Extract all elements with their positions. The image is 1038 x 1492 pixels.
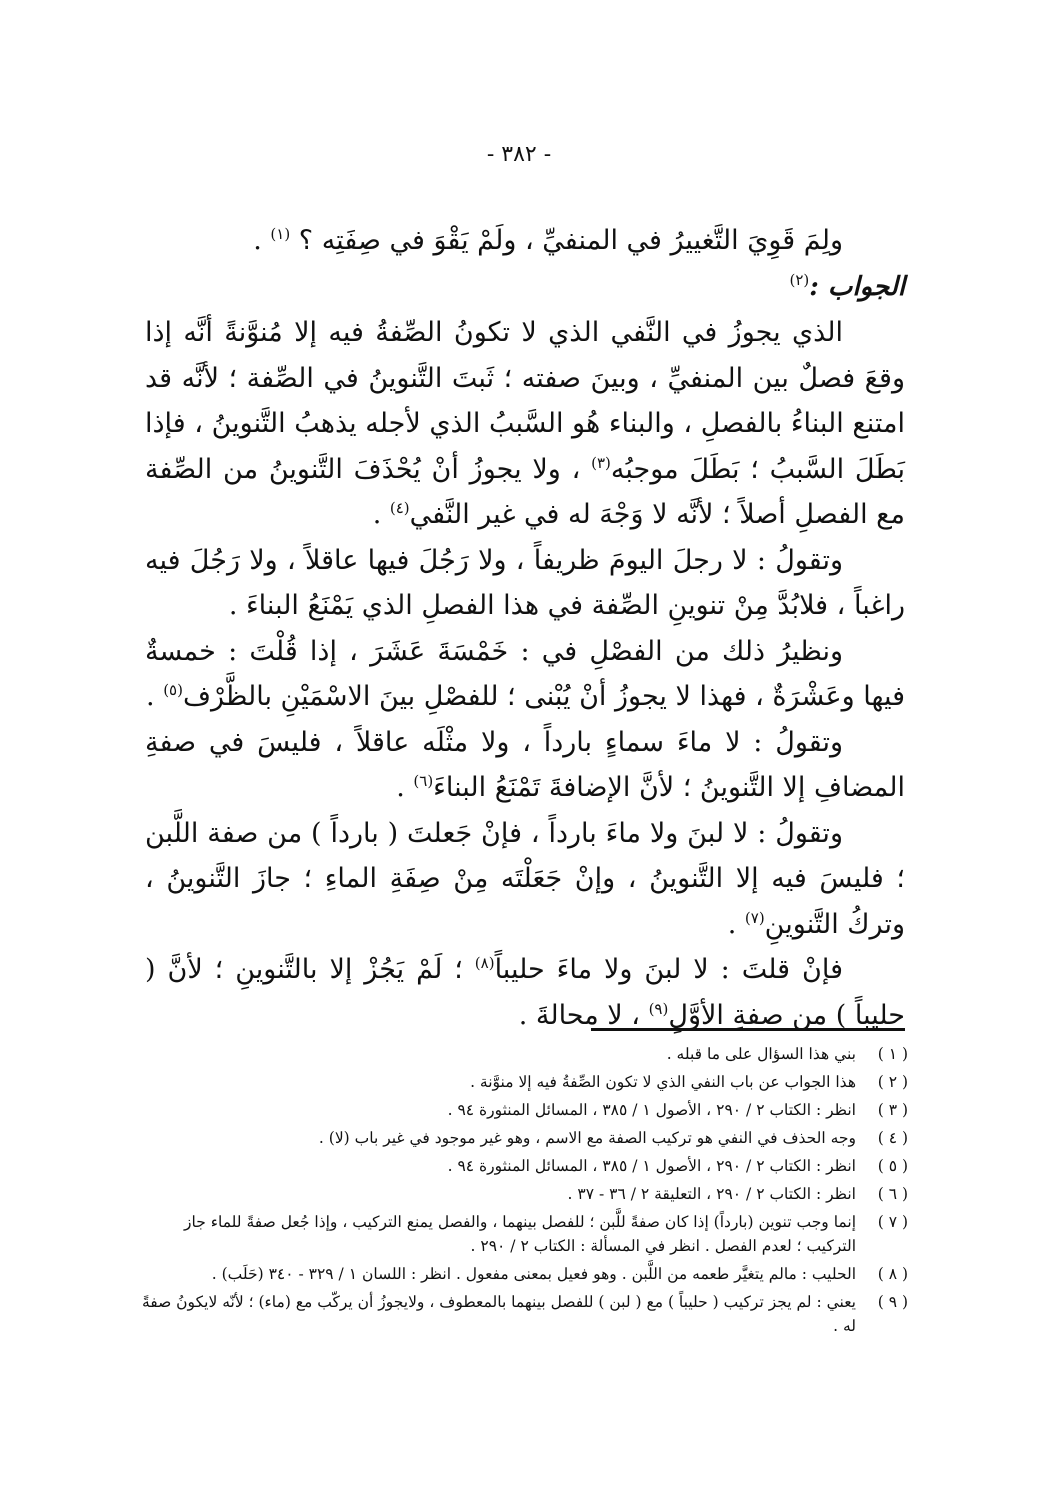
answer-heading-line	[145, 264, 905, 311]
footnote-text: إنما وجب تنوين (بارداً) إذا كان صفةً للَّبن ؛ للفصل بينهما ، والفصل يمنع التركيب ، وإذا جُعل صفةً للماء جاز التركيب ؛ لعدم الفصل . انظر في المسألة : الكتاب ٢ / ٢٩٠ .	[183, 1213, 856, 1255]
footnote-item	[140, 1210, 908, 1258]
paragraph-text: وتقولُ : لا ماءَ سماءٍ بارداً ، ولا مثْلَه عاقلاً ، فليسَ في صفةِ المضافِ إلا التَّنوينُ ؛ لأنَّ الإضافةَ تَمْنَعُ البناءَ	[145, 726, 905, 803]
question-line	[145, 218, 905, 264]
main-text	[145, 218, 905, 1038]
paragraph-text: .	[372, 499, 390, 530]
paragraph-text: فإنْ قلتَ : لا لبنَ ولا ماءَ حليباً	[494, 954, 843, 985]
footnote-item	[140, 1182, 908, 1206]
footnote-ref: (٦)	[413, 772, 434, 790]
footnote-text: يعني : لم يجز تركيب ( حليباً ) مع ( لبن ) للفصل بينهما بالمعطوف ، ولايجوزُ أن يركّب مع (ماء) ؛ لأنّه لايكونُ صفةً له .	[141, 1293, 856, 1335]
footnote-text: وجه الحذف في النفي هو تركيب الصفة مع الاسم ، وهو غير موجود في غير باب (لا) .	[318, 1129, 856, 1147]
paragraph-1	[145, 310, 905, 538]
footnotes	[140, 1042, 908, 1342]
paragraph-text: ، لا محالةَ .	[518, 999, 649, 1031]
paragraph-5	[145, 811, 905, 948]
footnote-item	[140, 1262, 908, 1286]
footnote-number: ( ١ )	[877, 1045, 908, 1063]
footnote-ref: (٤)	[389, 499, 410, 517]
paragraph-text: .	[727, 908, 745, 940]
footnote-number: ( ٢ )	[877, 1073, 908, 1091]
footnote-ref: (٣)	[591, 453, 611, 472]
footnote-ref: (٩)	[648, 999, 669, 1018]
paragraph-text: ؛ لَمْ يَجُزْ إلا بالتَّنوينِ ؛ لأنَّ ( حليباً ) من صفةِ الأوَّلِ	[145, 954, 905, 1031]
paragraph-3	[145, 629, 905, 720]
paragraph-4	[145, 720, 905, 811]
footnote-ref: (٨)	[474, 954, 495, 972]
footnote-number: ( ٥ )	[877, 1157, 908, 1175]
footnote-item	[140, 1042, 908, 1066]
footnote-number: ( ٤ )	[877, 1129, 908, 1147]
footnote-ref: (١)	[270, 225, 291, 243]
footnote-ref: (٧)	[744, 908, 765, 927]
footnote-separator	[591, 1028, 905, 1031]
footnote-item	[140, 1290, 908, 1338]
footnote-text: انظر : الكتاب ٢ / ٢٩٠ ، الأصول ١ / ٣٨٥ ، المسائل المنثورة ٩٤ .	[447, 1101, 856, 1119]
footnote-item	[140, 1098, 908, 1122]
paragraph-text: وتقولُ : لا لبنَ ولا ماءَ بارداً ، فإنْ جَعلتَ ( بارداً ) من صفة اللَّبن ؛ فليسَ فيه إلا التَّنوينُ ، وإنْ جَعَلْتَه مِنْ صِفَةِ الماءِ ؛ جازَ التَّنوينُ ، وتركُ التَّنوينِ	[145, 817, 905, 940]
footnote-item	[140, 1154, 908, 1178]
footnote-ref: (٥)	[163, 681, 183, 699]
paragraph-2: وتقولُ : لا رجلَ اليومَ ظريفاً ، ولا رَجُلَ فيها عاقلاً ، ولا رَجُلَ فيه راغباً ، فلابُدَّ مِنْ تنوينِ الصِّفة في هذا الفصلِ الذي يَمْنَعُ البناءَ .	[145, 544, 905, 621]
footnote-text: بني هذا السؤال على ما قبله .	[666, 1045, 856, 1063]
paragraph-text: ، ولا يجوزُ أنْ يُحْذَفَ التَّنوينُ من الصِّفة مع الفصلِ أصلاً ؛ لأنَّه لا وَجْهَ له في غير النَّفي	[145, 453, 905, 530]
footnote-item	[140, 1070, 908, 1094]
footnote-text: انظر : الكتاب ٢ / ٢٩٠ ، الأصول ١ / ٣٨٥ ، المسائل المنثورة ٩٤ .	[447, 1157, 856, 1175]
footnote-text: انظر : الكتاب ٢ / ٢٩٠ ، التعليقة ٢ / ٣٦ - ٣٧ .	[567, 1185, 856, 1203]
question-end: .	[253, 225, 262, 256]
footnote-number: ( ٩ )	[877, 1293, 908, 1311]
footnote-number: ( ٨ )	[877, 1265, 908, 1283]
paragraph-text: الذي يجوزُ في النَّفي الذي لا تكونُ الصِّفةُ فيه إلا مُنوَّنةً أنَّه إذا وقعَ فصلٌ بين المنفيِّ ، وبينَ صفته ؛ ثَبتَ التَّنوينُ في الصِّفة ؛ لأنَّه قد امتنع البناءُ بالفصلِ ، والبناء هُو السَّببُ الذي لأجله يذهبُ التَّنوينُ ، فإذا بَطَلَ السَّببُ ؛ بَطَلَ موجبُه	[145, 317, 905, 485]
footnote-text: الحليب : مالم يتغيَّر طعمه من اللَّبن . وهو فعيل بمعنى مفعول . انظر : اللسان ١ / ٣٢٩ - ٣٤٠ (حَلَب) .	[211, 1265, 856, 1283]
page-number: - ٣٨٢ -	[486, 142, 552, 167]
paragraph-6	[145, 947, 905, 1038]
answer-heading: الجواب :	[809, 271, 905, 302]
footnote-text: هذا الجواب عن باب النفي الذي لا تكون الصِّفةُ فيه إلا منوَّنة .	[470, 1073, 856, 1091]
paragraph-text: .	[146, 681, 164, 712]
paragraph-text: .	[396, 772, 414, 803]
footnote-number: ( ٦ )	[877, 1185, 908, 1203]
paragraph-text: ونظيرُ ذلك من الفصْلِ في : خَمْسَةَ عَشَرَ ، إذا قُلْتَ : خمسةٌ فيها وعَشْرَةٌ ، فهذا لا يجوزُ أنْ يُبْنى ؛ للفصْلِ بينَ الاسْمَيْنِ بالظَّرْف	[145, 635, 905, 712]
footnote-number: ( ٧ )	[877, 1213, 908, 1231]
footnote-number: ( ٣ )	[877, 1101, 908, 1119]
question-text: ولِمَ قَوِيَ التَّغييرُ في المنفيِّ ، ولَمْ يَقْوَ في صِفَتِه ؟	[298, 225, 843, 256]
footnote-ref: (٢)	[789, 270, 810, 289]
footnote-item	[140, 1126, 908, 1150]
